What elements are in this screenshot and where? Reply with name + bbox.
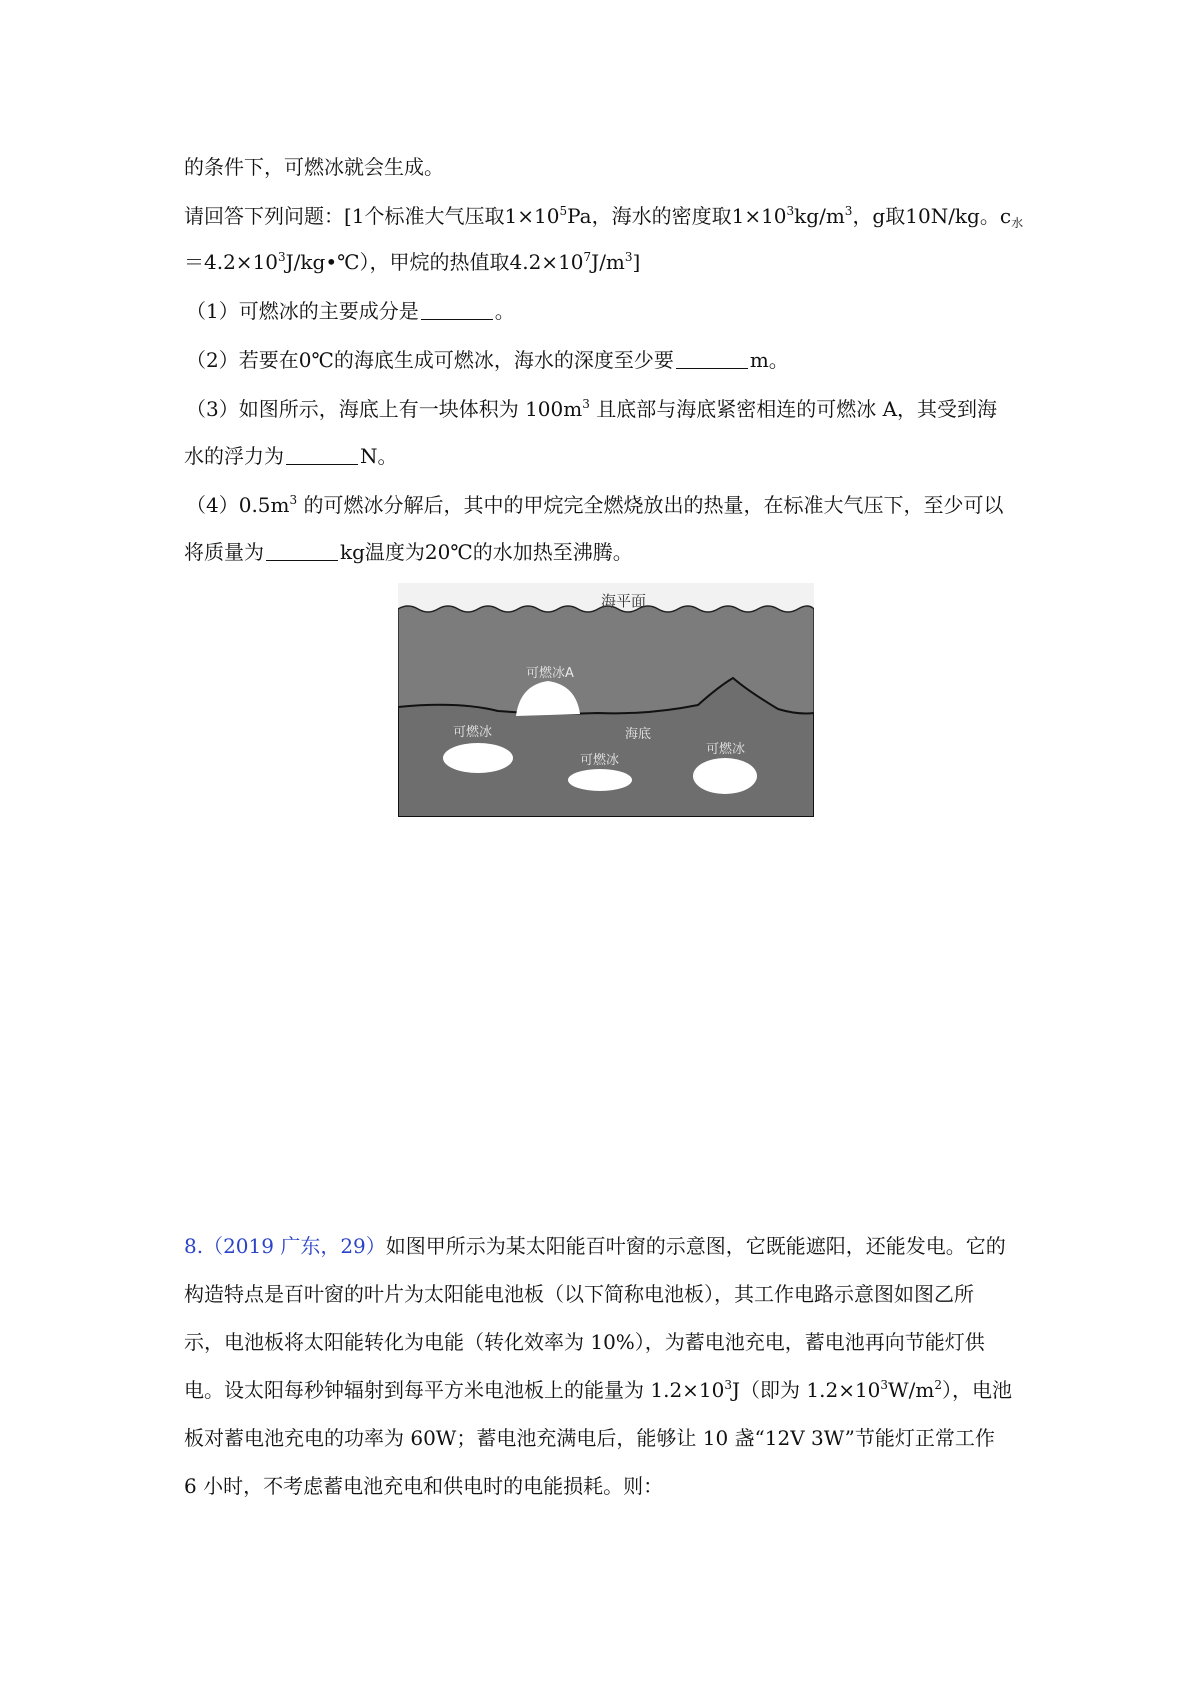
answer-blank-3 [286, 442, 358, 465]
problem-8-source-tag: 8.（2019 广东，29） [184, 1234, 386, 1258]
label-seabed: 海底 [625, 727, 652, 742]
problem-8-line-5: 板对蓄电池充电的功率为 60W；蓄电池充满电后，能够让 10 盏“12V 3W”节能灯正常工作 [184, 1426, 995, 1450]
seabed-diagram [398, 583, 814, 817]
question-4-line-2: 将质量为 kg温度为20℃的水加热至沸腾。 [184, 540, 633, 564]
label-ice-a: 可燃冰A [526, 666, 574, 681]
problem-8-line-2: 构造特点是百叶窗的叶片为太阳能电池板（以下简称电池板），其工作电路示意图如图乙所 [184, 1282, 974, 1306]
label-sea-level: 海平面 [601, 592, 647, 610]
question-1: （1）可燃冰的主要成分是 。 [186, 299, 515, 323]
given-constants-line-1: 请回答下列问题：[1个标准大气压取$1\times 10^5Pa$，海水的密度取$1\times 10^3kg/m^3$，g取10N/kg。$c_水$ [184, 204, 1024, 230]
label-ice-1: 可燃冰 [453, 725, 493, 740]
flammable-ice-1 [443, 743, 513, 773]
flammable-ice-2 [568, 769, 632, 791]
question-3-line-2: 水的浮力为 N。 [184, 444, 398, 468]
label-ice-2: 可燃冰 [580, 753, 620, 768]
question-4-line-1: $(4)0.5m^3$ 的可燃冰分解后，其中的甲烷完全燃烧放出的热量，在标准大气压下，至少可以 [186, 493, 1004, 517]
given-constants-line-2: $=4.2\times 10^3J/kg•℃$），甲烷的热值取$4.2\times 10^7J/m^3$] [184, 250, 641, 274]
answer-blank-4 [266, 538, 338, 561]
problem-8-line-1: 8.（2019 广东，29）如图甲所示为某太阳能百叶窗的示意图，它既能遮阳，还能发电。它的 [184, 1234, 1006, 1258]
problem-8-line-3: 示，电池板将太阳能转化为电能（转化效率为 10%），为蓄电池充电，蓄电池再向节能灯供 [184, 1330, 985, 1354]
question-2: （2）若要在0℃的海底生成可燃冰，海水的深度至少要 m。 [186, 348, 789, 372]
answer-blank-1 [421, 297, 493, 320]
text-line-1: 的条件下，可燃冰就会生成。 [184, 155, 444, 179]
flammable-ice-3 [693, 758, 757, 794]
answer-blank-2 [676, 346, 748, 369]
problem-8-line-6: 6 小时，不考虑蓄电池充电和供电时的电能损耗。则： [184, 1474, 664, 1498]
problem-8-line-4: 电。设太阳每秒钟辐射到每平方米电池板上的能量为 $1.2\times 10^3J$（即为 $1.2\times 10^3W/m^2$），电池 [184, 1378, 1012, 1402]
question-3-line-1: （3）如图所示，海底上有一块体积为 $100m^3$ 且底部与海底紧密相连的可燃冰 A，其受到海 [186, 397, 998, 421]
label-ice-3: 可燃冰 [706, 742, 746, 757]
